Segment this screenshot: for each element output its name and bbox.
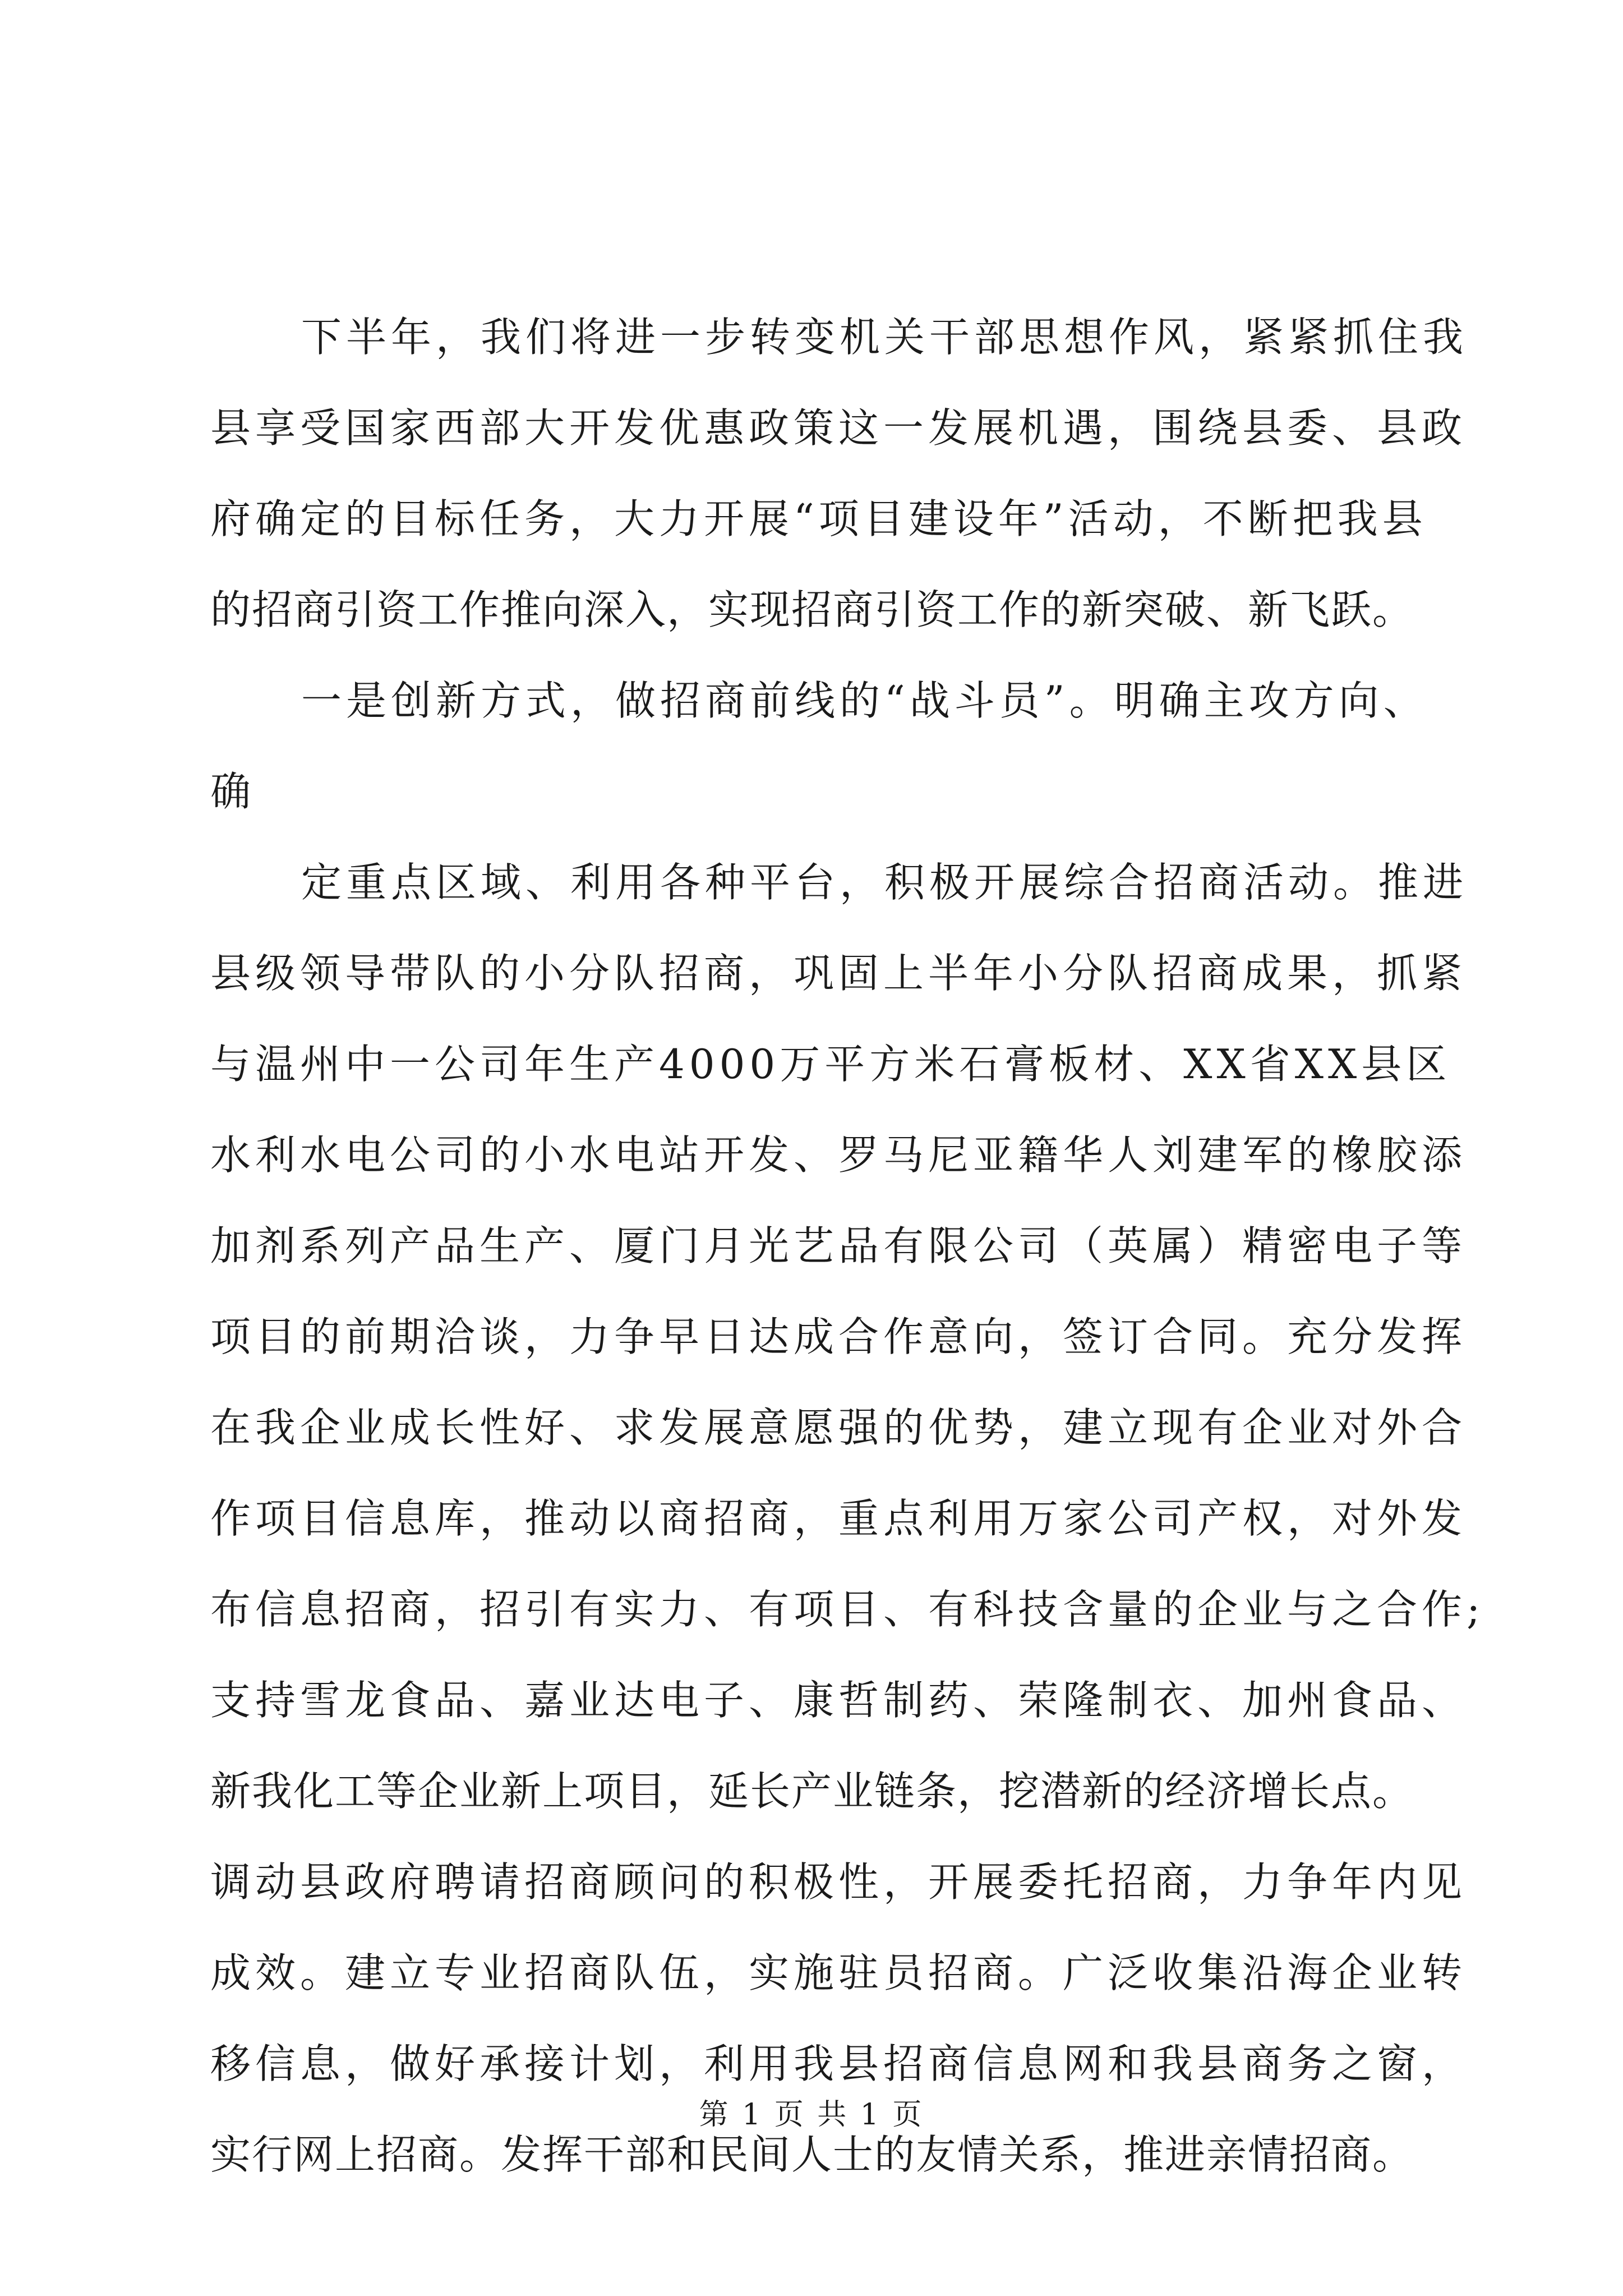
- paragraph-line: 府确定的目标任务，大力开展“项目建设年”活动，不断把我县: [210, 495, 1427, 542]
- paragraph-line: 的招商引资工作推向深入，实现招商引资工作的新突破、新飞跃。: [210, 586, 1414, 633]
- paragraph-line: 新我化工等企业新上项目，延长产业链条，挖潜新的经济增长点。: [210, 1768, 1414, 1815]
- paragraph-line: 支持雪龙食品、嘉业达电子、康哲制药、荣隆制衣、加州食品、: [210, 1677, 1467, 1724]
- paragraph-line: 下半年，我们将进一步转变机关干部思想作风，紧紧抓住我: [301, 314, 1468, 361]
- document-body: [210, 292, 1485, 2200]
- paragraph-line: 调动县政府聘请招商顾问的积极性，开展委托招商，力争年内见: [210, 1858, 1467, 1906]
- paragraph-line: 成效。建立专业招商队伍，实施驻员招商。广泛收集沿海企业转: [210, 1949, 1467, 1996]
- paragraph-line: 布信息招商，招引有实力、有项目、有科技含量的企业与之合作;: [210, 1586, 1485, 1633]
- paragraph-line: 定重点区域、利用各种平台，积极开展综合招商活动。推进: [301, 859, 1468, 906]
- paragraph-line: 项目的前期洽谈，力争早日达成合作意向，签订合同。充分发挥: [210, 1313, 1467, 1360]
- paragraph-line: 县级领导带队的小分队招商，巩固上半年小分队招商成果，抓紧: [210, 950, 1467, 997]
- paragraph-line: 实行网上招商。发挥干部和民间人士的友情关系，推进亲情招商。: [210, 2131, 1414, 2178]
- paragraph-line: 一是创新方式，做招商前线的“战斗员”。明确主攻方向、: [301, 677, 1428, 724]
- paragraph-line: 作项目信息库，推动以商招商，重点利用万家公司产权，对外发: [210, 1495, 1467, 1542]
- paragraph-line: 移信息，做好承接计划，利用我县招商信息网和我县商务之窗，: [210, 2040, 1467, 2087]
- paragraph-line: 确: [210, 768, 256, 815]
- paragraph-line: 与温州中一公司年生产4000万平方米石膏板材、XX省XX县区: [210, 1041, 1451, 1088]
- paragraph-line: 加剂系列产品生产、厦门月光艺品有限公司（英属）精密电子等: [210, 1222, 1467, 1269]
- paragraph-line: 水利水电公司的小水电站开发、罗马尼亚籍华人刘建军的橡胶添: [210, 1131, 1467, 1179]
- paragraph-line: 在我企业成长性好、求发展意愿强的优势，建立现有企业对外合: [210, 1404, 1467, 1451]
- page-footer: 第 1 页 共 1 页: [699, 2098, 924, 2132]
- paragraph-line: 县享受国家西部大开发优惠政策这一发展机遇，围绕县委、县政: [210, 404, 1467, 452]
